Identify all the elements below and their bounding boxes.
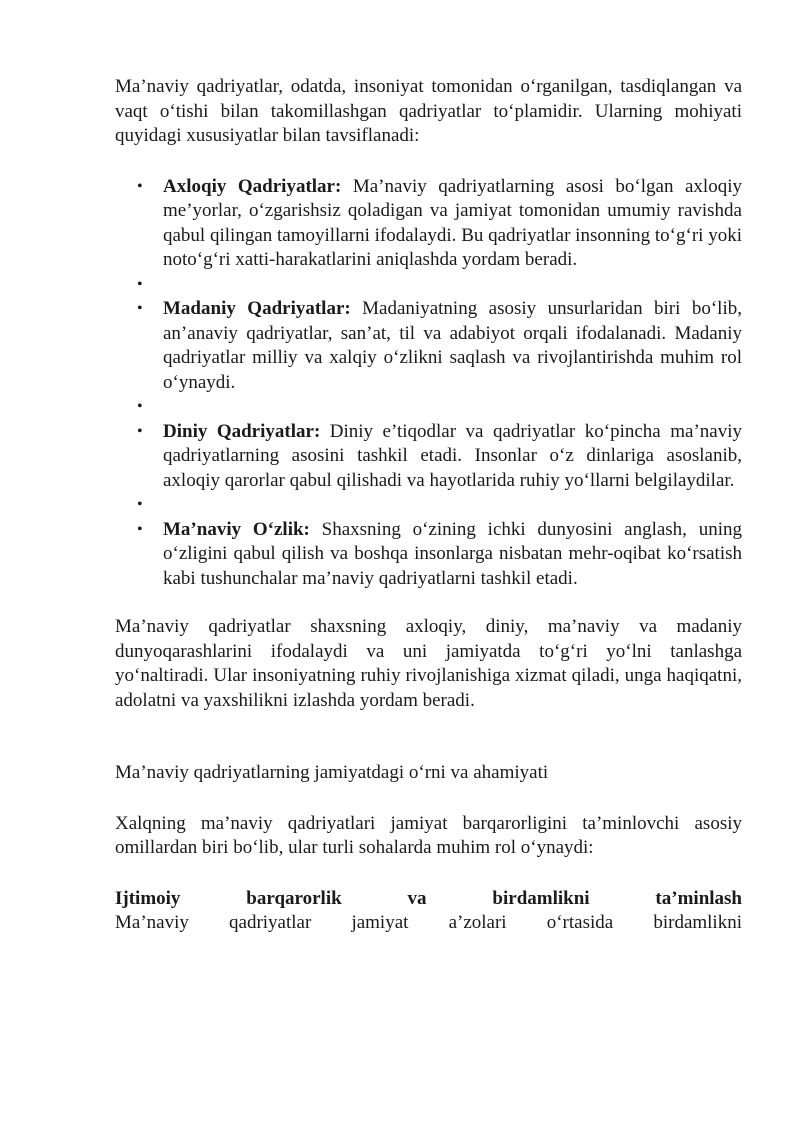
item-text: Ma’naviy qadriyatlarning asosi bo‘lgan axloqiy me’yorlar, o‘zgarishsiz qoladigan va jamiyat tomonidan umumiy ravishda qabul qilingan tamoyillarni ifodalaydi. Bu qadriyatlar insonning to‘g‘ri yoki noto‘g‘ri xatti-harakatlarini aniqlashda yordam beradi.: [163, 175, 742, 270]
values-list: [115, 175, 742, 592]
item-text: Madaniyatning asosiy unsurlaridan biri bo‘lib, an’anaviy qadriyatlar, san’at, til va adabiyot orqali ifodalanadi. Madaniy qadriyatlar milliy va xalqiy o‘zlikni saqlash va rivojlantirishda muhim rol o‘ynaydi.: [163, 298, 742, 393]
intro-paragraph: Ma’naviy qadriyatlar, odatda, insoniyat tomonidan o‘rganilgan, tasdiqlangan va vaqt o‘tishi bilan takomillashgan qadriyatlar to‘plamidir. Ularning mohiyati quyidagi xususiyatlar bilan tavsiflanadi:: [115, 76, 742, 146]
section-paragraph: Xalqning ma’naviy qadriyatlari jamiyat barqarorligini ta’minlovchi asosiy omillardan biri bo‘lib, ular turli sohalarda muhim rol o‘ynaydi:: [115, 812, 742, 858]
item-text: Shaxsning o‘zining ichki dunyosini anglash, uning o‘zligini qabul qilish va boshqa insonlarga nisbatan mehr-oqibat ko‘rsatish kabi tushunchalar ma’naviy qadriyatlarni tashkil etadi.: [163, 518, 742, 589]
page-content: [115, 75, 742, 936]
empty-list-item: [115, 273, 742, 298]
list-item: [115, 420, 742, 494]
empty-list-item: [115, 395, 742, 420]
item-text: Diniy e’tiqodlar va qadriyatlar ko‘pincha ma’naviy qadriyatlarning asosini tashkil etadi. Insonlar o‘z dinlariga asoslanib, axloqiy qarorlar qabul qilishadi va hayotlarida ruhiy yo‘llarni belgilaydilar.: [163, 420, 742, 491]
item-title: Madaniy Qadriyatlar:: [163, 298, 351, 319]
list-item: [115, 175, 742, 273]
item-title: Diniy Qadriyatlar:: [163, 420, 321, 442]
closing-paragraph: Ma’naviy qadriyatlar shaxsning axloqiy, diniy, ma’naviy va madaniy dunyoqarashlarini ifodalaydi va uni jamiyatda to‘g‘ri yo‘lni tanlashga yo‘naltiradi. Ular insoniyatning ruhiy rivojlanishiga xizmat qiladi, unga haqiqatni, adolatni va yaxshilikni izlashda yordam beradi.: [115, 616, 742, 711]
list-item: [115, 518, 742, 592]
subheading-text: Ma’naviy qadriyatlar jamiyat a’zolari o‘rtasida birdamlikni: [115, 912, 742, 933]
empty-list-item: [115, 493, 742, 518]
section-heading: Ma’naviy qadriyatlarning jamiyatdagi o‘rni va ahamiyati: [115, 762, 549, 783]
item-title: Axloqiy Qadriyatlar:: [163, 175, 342, 197]
subheading: Ijtimoiy barqarorlik va birdamlikni ta’minlash: [115, 887, 742, 909]
item-title: Ma’naviy O‘zlik:: [163, 518, 310, 540]
list-item: [115, 297, 742, 395]
